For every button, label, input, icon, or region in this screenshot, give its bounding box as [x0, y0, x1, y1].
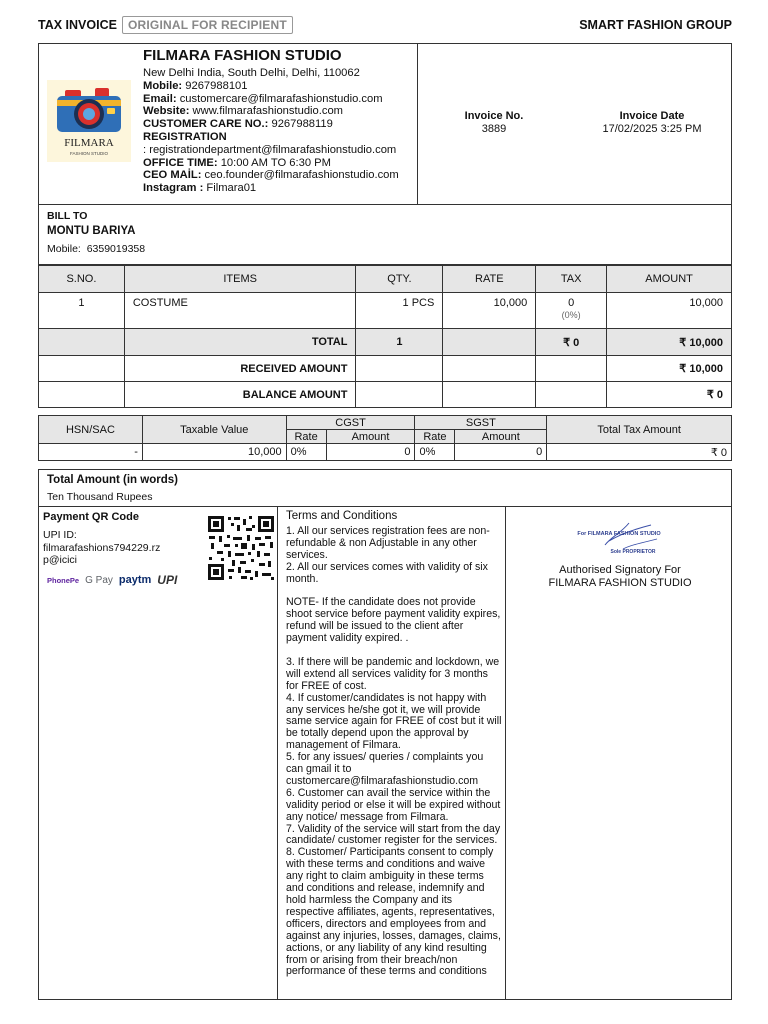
company-office-time: OFFICE TIME: 10:00 AM TO 6:30 PM	[143, 156, 331, 169]
col-tax: TAX	[536, 266, 607, 293]
terms-title: Terms and Conditions	[286, 510, 398, 522]
items-table	[38, 265, 732, 408]
svg-text:Sole PROPRIETOR: Sole PROPRIETOR	[610, 549, 656, 555]
col-qty: QTY.	[356, 266, 443, 293]
company-website: Website: www.filmarafashionstudio.com	[143, 105, 343, 118]
balance-amount-row: BALANCE AMOUNT ₹ 0	[39, 382, 732, 408]
col-sgst: SGST	[415, 416, 547, 430]
amount-in-words-value: Ten Thousand Rupees	[47, 491, 153, 503]
col-sgst-amount: Amount	[455, 430, 547, 444]
top-bar	[38, 16, 732, 36]
company-details	[143, 48, 399, 195]
col-amount: AMOUNT	[607, 266, 732, 293]
total-row: TOTAL 1 ₹ 0 ₹ 10,000	[39, 329, 732, 356]
customer-mobile: Mobile: 6359019358	[47, 243, 146, 255]
company-care-no: CUSTOMER CARE NO.: 9267988119	[143, 118, 333, 131]
svg-text:FILMARA: FILMARA	[64, 137, 114, 149]
received-amount-row: RECEIVED AMOUNT ₹ 10,000	[39, 356, 732, 382]
invoice-header	[38, 43, 732, 205]
upi-id: UPI ID: filmarafashions794229.rzp@icici	[43, 529, 161, 566]
column-divider	[277, 507, 278, 999]
payment-qr-title: Payment QR Code	[43, 511, 139, 523]
customer-name: MONTU BARIYA	[47, 225, 136, 237]
col-taxable-value: Taxable Value	[142, 416, 286, 444]
payment-section	[43, 511, 275, 587]
invoice-number: Invoice No. 3889	[464, 110, 524, 135]
bill-to-section	[38, 204, 732, 265]
phonepe-logo-icon: PhonePe	[47, 575, 80, 585]
col-hsn: HSN/SAC	[39, 416, 143, 444]
items-header-row	[39, 266, 732, 293]
company-name: FILMARA FASHION STUDIO	[143, 47, 342, 64]
terms-text: 1. All our services registration fees are non-refundable & non Adjustable in any other services. 2. All our services comes with validity of six month. NOTE- If the candidate does not provide shoot service before payment validity expires, refund will be issued to the client after payment validity expired. . 3. If there will be pandemic and lockdown, we will extend all services validity for 3 months for FREE of cost. 4. If customer/candidates is not happy with any services he/she got it, we will provide same service again for FREE of cost but it will be totally depend upon the approval by management of Filmara. 5. for any issues/ queries / complaints you can gmail it to customercare@filmarafashionstudio.com 6. Customer can avail the service within the validity period or else it will be expired without any notice/ message from Filmara. 7. Validity of the service will start from the day candidate/ customer register for the services. 8. Customer/ Participants consent to comply with these terms and conditions and waive any right to claim ambiguity in these terms and conditions and release, indemnify and hold harmless the Company and its respective affiliates, agents, representatives, officers, directors and employees from and against any injuries, losses, damages, claims, actions, or any liability of any kind resulting from or arising from their breach/non performance of these terms and conditions	[286, 524, 502, 978]
original-for-recipient-badge: ORIGINAL FOR RECIPIENT	[122, 16, 293, 34]
group-name: SMART FASHION GROUP	[579, 18, 732, 32]
gpay-logo-icon: G Pay	[85, 574, 113, 586]
col-sgst-rate: Rate	[415, 430, 455, 444]
col-cgst-amount: Amount	[326, 430, 415, 444]
company-address: New Delhi India, South Delhi, Delhi, 110062	[143, 67, 360, 79]
invoice-date: Invoice Date 17/02/2025 3:25 PM	[602, 110, 702, 135]
document-title: TAX INVOICE	[38, 18, 117, 32]
col-cgst-rate: Rate	[286, 430, 326, 444]
company-logo	[47, 80, 131, 162]
column-divider	[505, 507, 506, 999]
col-rate: RATE	[443, 266, 536, 293]
paytm-logo-icon: paytm	[118, 574, 152, 586]
col-cgst: CGST	[286, 416, 415, 430]
svg-text:FASHION STUDIO: FASHION STUDIO	[69, 151, 109, 156]
company-mobile: Mobile: 9267988101	[143, 79, 248, 92]
bill-to-label: BILL TO	[47, 210, 88, 222]
table-row: - 10,000 0% 0 0% 0 ₹ 0	[39, 444, 732, 461]
company-registration: : registrationdepartment@filmarafashionstudio.com	[143, 143, 397, 156]
signature-stamp	[571, 519, 667, 561]
payment-qr-code[interactable]	[207, 515, 275, 581]
hsn-tax-table	[38, 415, 732, 461]
camera-logo-icon	[47, 80, 131, 162]
company-instagram: Instagram : Filmara01	[143, 182, 257, 195]
company-ceo-mail: CEO MAİL: ceo.founder@filmarafashionstudio.com	[143, 169, 399, 182]
table-row: 1 COSTUME 1 PCS 10,000 0 (0%) 10,000	[39, 293, 732, 329]
col-sno: S.NO.	[39, 266, 125, 293]
payment-logos	[47, 573, 177, 587]
bottom-section	[38, 506, 732, 1000]
col-total-tax: Total Tax Amount	[547, 416, 732, 444]
company-email: Email: customercare@filmarafashionstudio.com	[143, 92, 383, 105]
svg-text:For FILMARA FASHION STUDIO: For FILMARA FASHION STUDIO	[577, 531, 661, 537]
amount-in-words	[38, 469, 732, 507]
col-items: ITEMS	[124, 266, 356, 293]
upi-logo-icon: UPI	[157, 573, 178, 587]
amount-in-words-label: Total Amount (in words)	[47, 474, 178, 486]
authorised-signatory: Authorised Signatory For FILMARA FASHION STUDIO	[548, 564, 692, 589]
header-divider	[417, 44, 418, 204]
company-registration-label: REGISTRATION	[143, 130, 227, 143]
terms-and-conditions	[286, 511, 502, 978]
